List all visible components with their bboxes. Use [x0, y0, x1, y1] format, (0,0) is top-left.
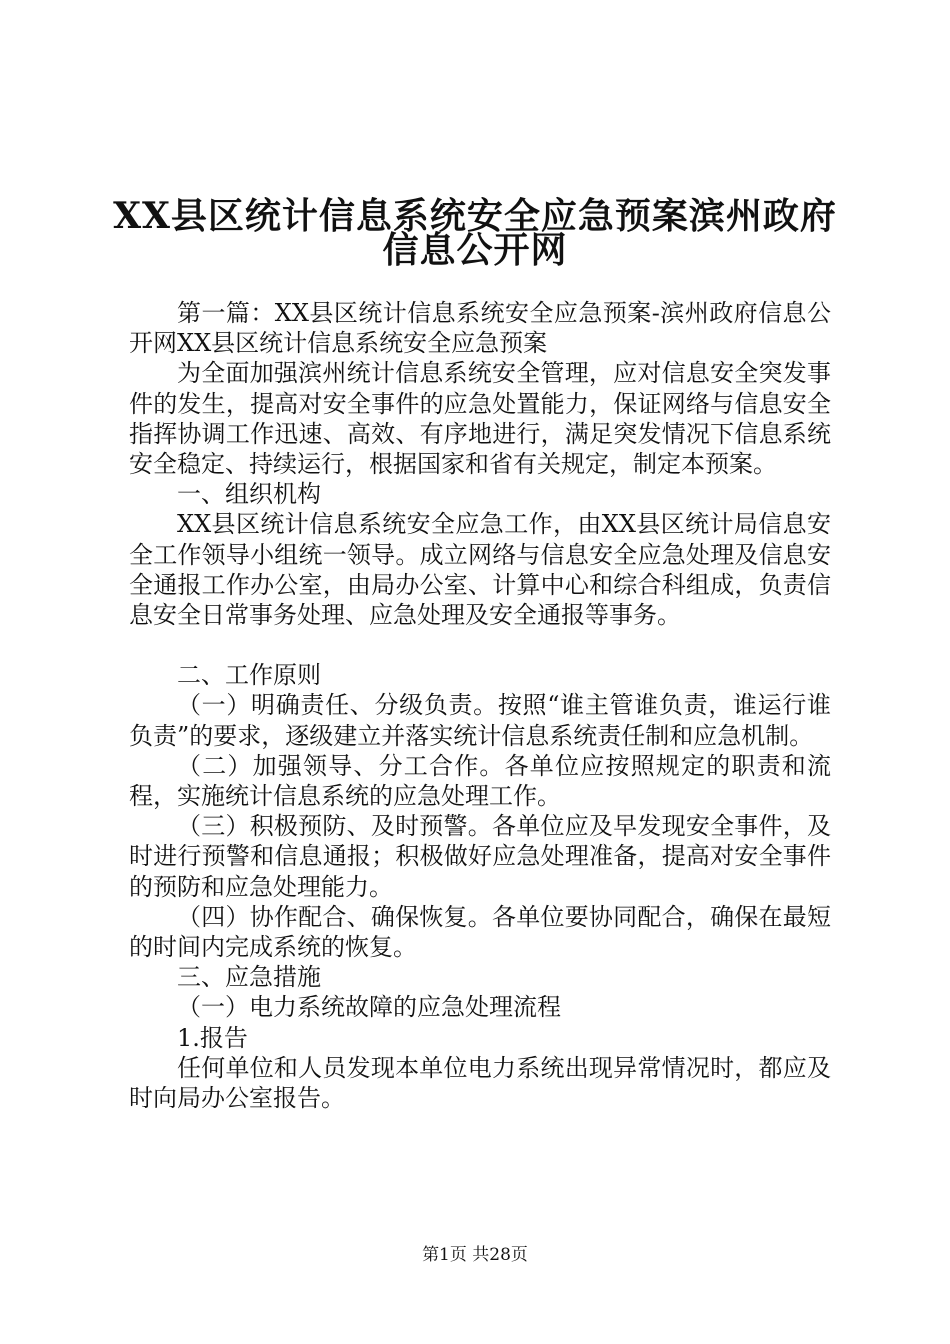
paragraph-principle-2: （二）加强领导、分工合作。各单位应按照规定的职责和流程，实施统计信息系统的应急处理工作。: [129, 751, 831, 811]
section-heading-organization: 一、组织机构: [177, 480, 321, 509]
section-heading-principles: 二、工作原则: [177, 661, 321, 690]
paragraph-intro: 第一篇：XX县区统计信息系统安全应急预案-滨州政府信息公开网XX县区统计信息系统安全应急预案: [129, 299, 831, 358]
document-title-line1: XX县区统计信息系统安全应急预案滨州政府: [113, 195, 837, 237]
section-heading-measures: 三、应急措施: [177, 963, 321, 992]
paragraph-principle-4: （四）协作配合、确保恢复。各单位要协同配合，确保在最短的时间内完成系统的恢复。: [129, 902, 831, 962]
blank-line: [129, 630, 831, 660]
document-title-line2: 信息公开网: [382, 229, 568, 271]
paragraph-purpose: 为全面加强滨州统计信息系统安全管理，应对信息安全突发事件的发生，提高对安全事件的应急处置能力，保证网络与信息安全指挥协调工作迅速、高效、有序地进行，满足突发情况下信息系统安全稳定、持续运行，根据国家和省有关规定，制定本预案。: [129, 359, 831, 479]
subsection-heading-power: （一）电力系统故障的应急处理流程: [177, 993, 561, 1022]
paragraph-organization: XX县区统计信息系统安全应急工作，由XX县区统计局信息安全工作领导小组统一领导。成立网络与信息安全应急处理及信息安全通报工作办公室，由局办公室、计算中心和综合科组成，负责信息安全日常事务处理、应急处理及安全通报等事务。: [129, 510, 831, 630]
page-footer: 第1页 共28页: [422, 1245, 528, 1265]
paragraph-report: 任何单位和人员发现本单位电力系统出现异常情况时，都应及时向局办公室报告。: [129, 1053, 831, 1113]
paragraph-principle-3: （三）积极预防、及时预警。各单位应及早发现安全事件，及时进行预警和信息通报；积极做好应急处理准备，提高对安全事件的预防和应急处理能力。: [129, 812, 831, 901]
item-heading-report: 1.报告: [177, 1023, 248, 1052]
paragraph-principle-1: （一）明确责任、分级负责。按照“谁主管谁负责，谁运行谁负责”的要求，逐级建立并落实统计信息系统责任制和应急机制。: [129, 691, 831, 750]
document-body: [129, 298, 831, 1113]
